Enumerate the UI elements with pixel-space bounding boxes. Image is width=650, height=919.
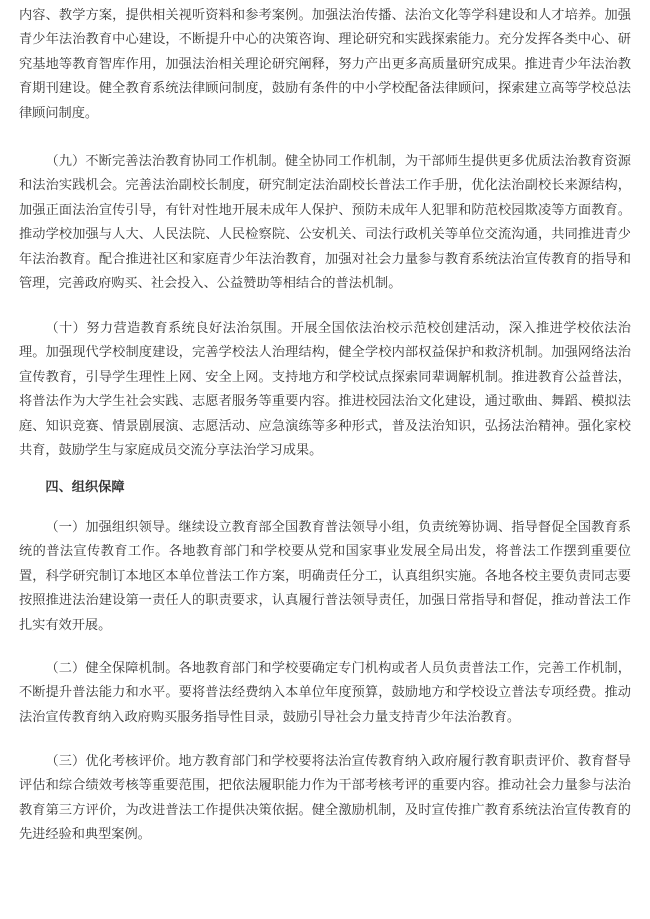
paragraph-organization-leadership: （一）加强组织领导。继续设立教育部全国教育普法领导小组，负责统筹协调、指导督促全国教育系统的普法宣传教育工作。各地教育部门和学校要从党和国家事业发展全局出发，将普法工作摆到重要位置，科学研究制订本地区本单位普法工作方案，明确责任分工，认真组织实施。各地各校主要负责同志要按照推进法治建设第一责任人的职责要求，认真履行普法领导责任，加强日常指导和督促，推动普法工作扎实有效开展。 [19,520,631,633]
paragraph-support-mechanism: （二）健全保障机制。各地教育部门和学校要确定专门机构或者人员负责普法工作，完善工作机制，不断提升普法能力和水平。要将普法经费纳入本单位年度预算，鼓励地方和学校设立普法专项经费。推动法治宣传教育纳入政府购买服务指导性目录，鼓励引导社会力量支持青少年法治教育。 [19,661,631,725]
paragraph-legal-research: 内容、教学方案，提供相关视听资料和参考案例。加强法治传播、法治文化等学科建设和人才培养。加强青少年法治教育中心建设，不断提升中心的决策咨询、理论研究和实践探索能力。充分发挥各类中心、研究基地等教育智库作用，加强法治相关理论研究阐释，努力产出更多高质量研究成果。推进青少年法治教育期刊建设。健全教育系统法律顾问制度，鼓励有条件的中小学校配备法律顾问，探索建立高等学校总法律顾问制度。 [19,8,631,121]
paragraph-section-10: （十）努力营造教育系统良好法治氛围。开展全国依法治校示范校创建活动，深入推进学校依法治理。加强现代学校制度建设，完善学校法人治理结构，健全学校内部权益保护和救济机制。加强网络法治宣传教育，引导学生理性上网、安全上网。支持地方和学校试点探索同辈调解机制。推进教育公益普法，将普法作为大学生社会实践、志愿者服务等重要内容。推进校园法治文化建设，通过歌曲、舞蹈、模拟法庭、知识竞赛、情景剧展演、志愿活动、应急演练等多种形式，普及法治知识，弘扬法治精神。强化家校共育，鼓励学生与家庭成员交流分享法治学习成果。 [19,321,631,459]
section-heading-organization: 四、组织保障 [45,480,125,495]
paragraph-evaluation: （三）优化考核评价。地方教育部门和学校要将法治宣传教育纳入政府履行教育职责评价、教育督导评估和综合绩效考核等重要范围，把依法履职能力作为干部考核考评的重要内容。推动社会力量参与法治教育第三方评价，为改进普法工作提供决策依据。健全激励机制，及时宣传推广教育系统法治宣传教育的先进经验和典型案例。 [19,754,631,843]
paragraph-section-9: （九）不断完善法治教育协同工作机制。健全协同工作机制，为干部师生提供更多优质法治教育资源和法治实践机会。完善法治副校长制度，研究制定法治副校长普法工作手册，优化法治副校长来源结构，加强正面法治宣传引导，有针对性地开展未成年人保护、预防未成年人犯罪和防范校园欺凌等方面教育。推动学校加强与人大、人民法院、人民检察院、公安机关、司法行政机关等单位交流沟通，共同推进青少年法治教育。配合推进社区和家庭青少年法治教育，加强对社会力量参与教育系统法治宣传教育的指导和管理，完善政府购买、社会投入、公益赞助等相结合的普法机制。 [19,154,631,292]
